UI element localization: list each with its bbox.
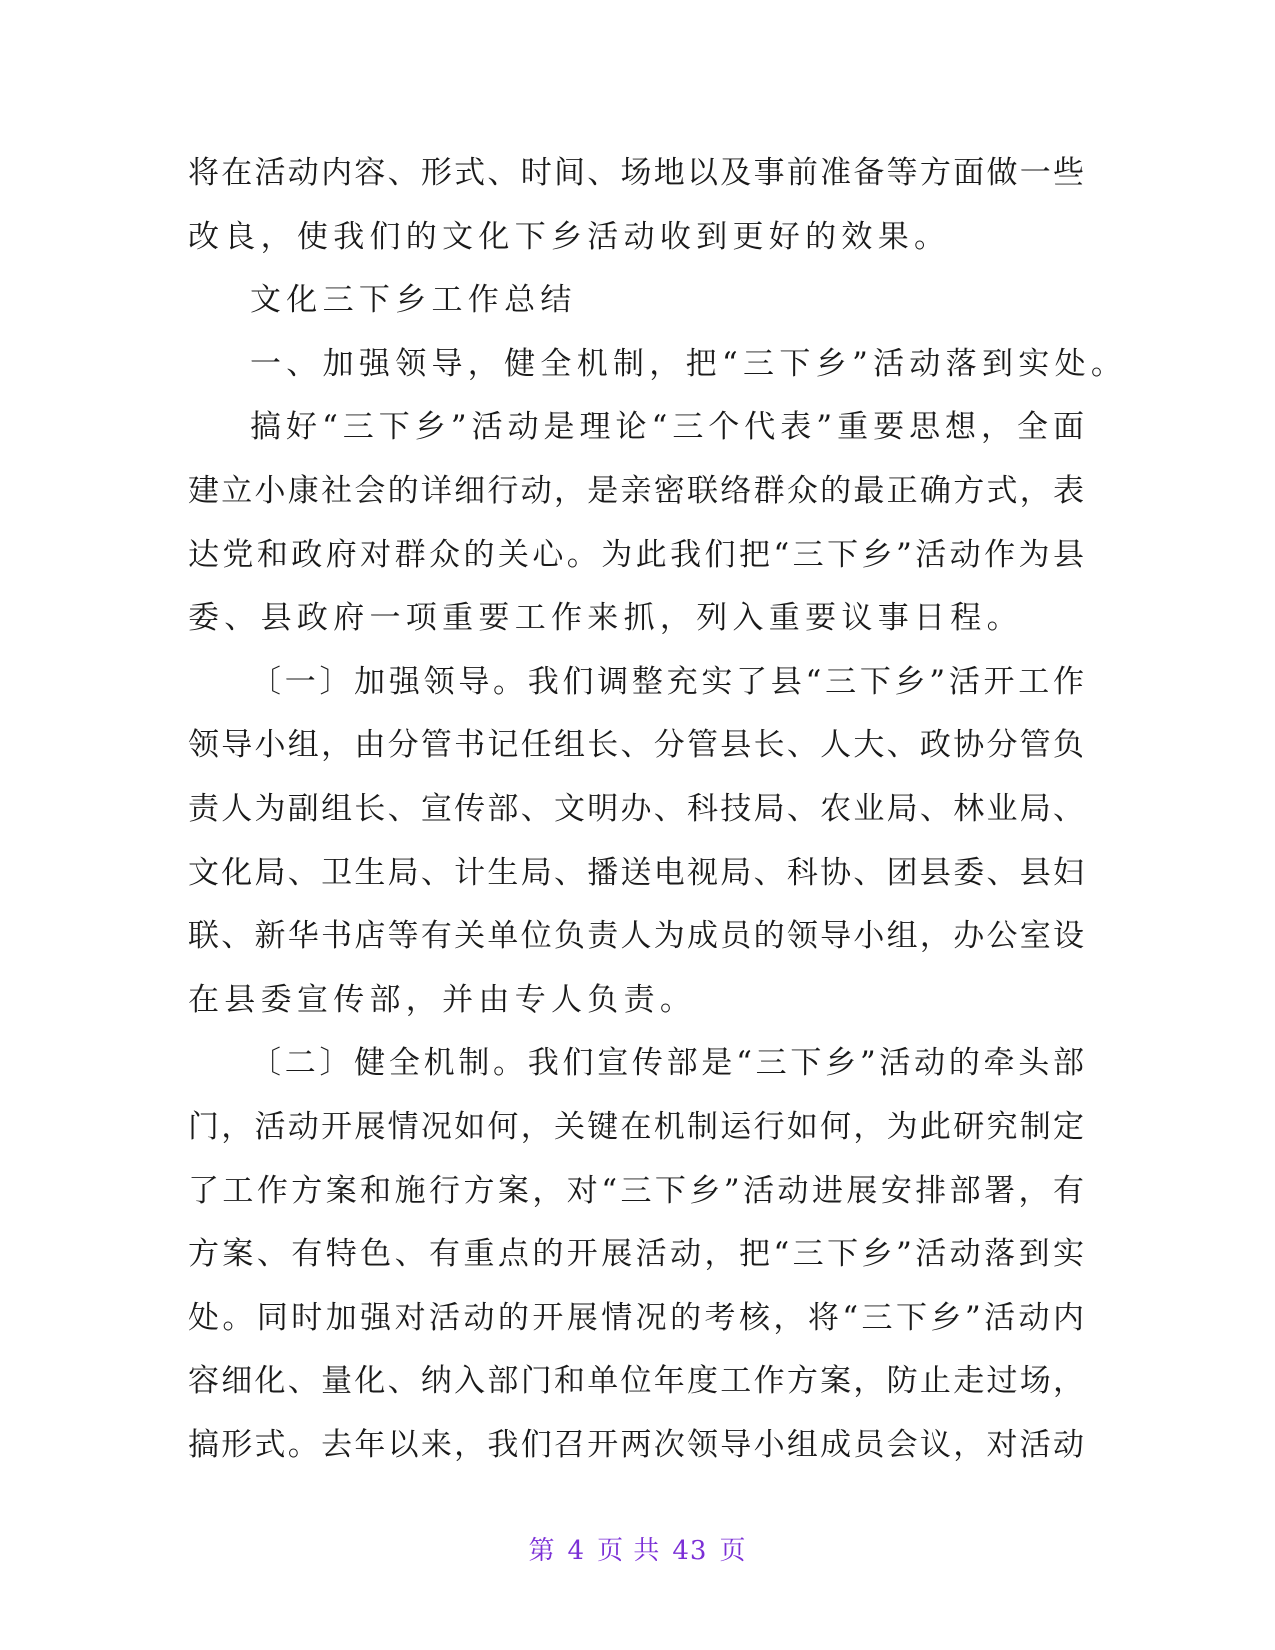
text-line: 将在活动内容、形式、时间、场地以及事前准备等方面做一些 bbox=[188, 155, 1084, 191]
text-line: 了工作方案和施行方案，对“三下乡”活动进展安排部署，有 bbox=[188, 1172, 1084, 1209]
text-line: 〔一〕加强领导。我们调整充实了县“三下乡”活开工作 bbox=[250, 663, 1084, 700]
text-line: 在县委宣传部，并由专人负责。 bbox=[188, 981, 697, 1018]
text-line: 方案、有特色、有重点的开展活动，把“三下乡”活动落到实 bbox=[188, 1236, 1084, 1273]
text-line: 〔二〕健全机制。我们宣传部是“三下乡”活动的牵头部 bbox=[250, 1045, 1084, 1082]
text-line: 容细化、量化、纳入部门和单位年度工作方案，防止走过场， bbox=[188, 1363, 1084, 1400]
text-line: 一、加强领导，健全机制，把“三下乡”活动落到实处。 bbox=[250, 345, 1128, 382]
text-line: 改良，使我们的文化下乡活动收到更好的效果。 bbox=[188, 218, 951, 255]
document-body bbox=[188, 142, 1128, 1477]
footer-prefix: 第 bbox=[528, 1536, 556, 1566]
text-line: 处。同时加强对活动的开展情况的考核，将“三下乡”活动内 bbox=[188, 1299, 1084, 1336]
text-line: 达党和政府对群众的关心。为此我们把“三下乡”活动作为县 bbox=[188, 536, 1084, 573]
text-line: 文化三下乡工作总结 bbox=[250, 282, 577, 319]
footer-current-page: 4 bbox=[567, 1536, 586, 1566]
footer-suffix: 页 bbox=[719, 1536, 747, 1566]
text-line: 联、新华书店等有关单位负责人为成员的领导小组，办公室设 bbox=[188, 918, 1084, 955]
text-line: 委、县政府一项重要工作来抓，列入重要议事日程。 bbox=[188, 600, 1023, 637]
text-line: 领导小组，由分管书记任组长、分管县长、人大、政协分管负 bbox=[188, 727, 1084, 764]
footer-total-pages: 43 bbox=[672, 1536, 708, 1566]
text-line: 门，活动开展情况如何，关键在机制运行如何，为此研究制定 bbox=[188, 1108, 1084, 1145]
text-line: 文化局、卫生局、计生局、播送电视局、科协、团县委、县妇 bbox=[188, 854, 1084, 891]
text-line: 搞形式。去年以来，我们召开两次领导小组成员会议，对活动 bbox=[188, 1426, 1084, 1463]
text-line: 责人为副组长、宣传部、文明办、科技局、农业局、林业局、 bbox=[188, 790, 1084, 827]
page-footer bbox=[0, 1530, 1275, 1567]
text-line: 搞好“三下乡”活动是理论“三个代表”重要思想，全面 bbox=[250, 409, 1084, 446]
footer-middle: 页 共 bbox=[597, 1536, 661, 1566]
text-line: 建立小康社会的详细行动，是亲密联络群众的最正确方式，表 bbox=[188, 472, 1084, 509]
